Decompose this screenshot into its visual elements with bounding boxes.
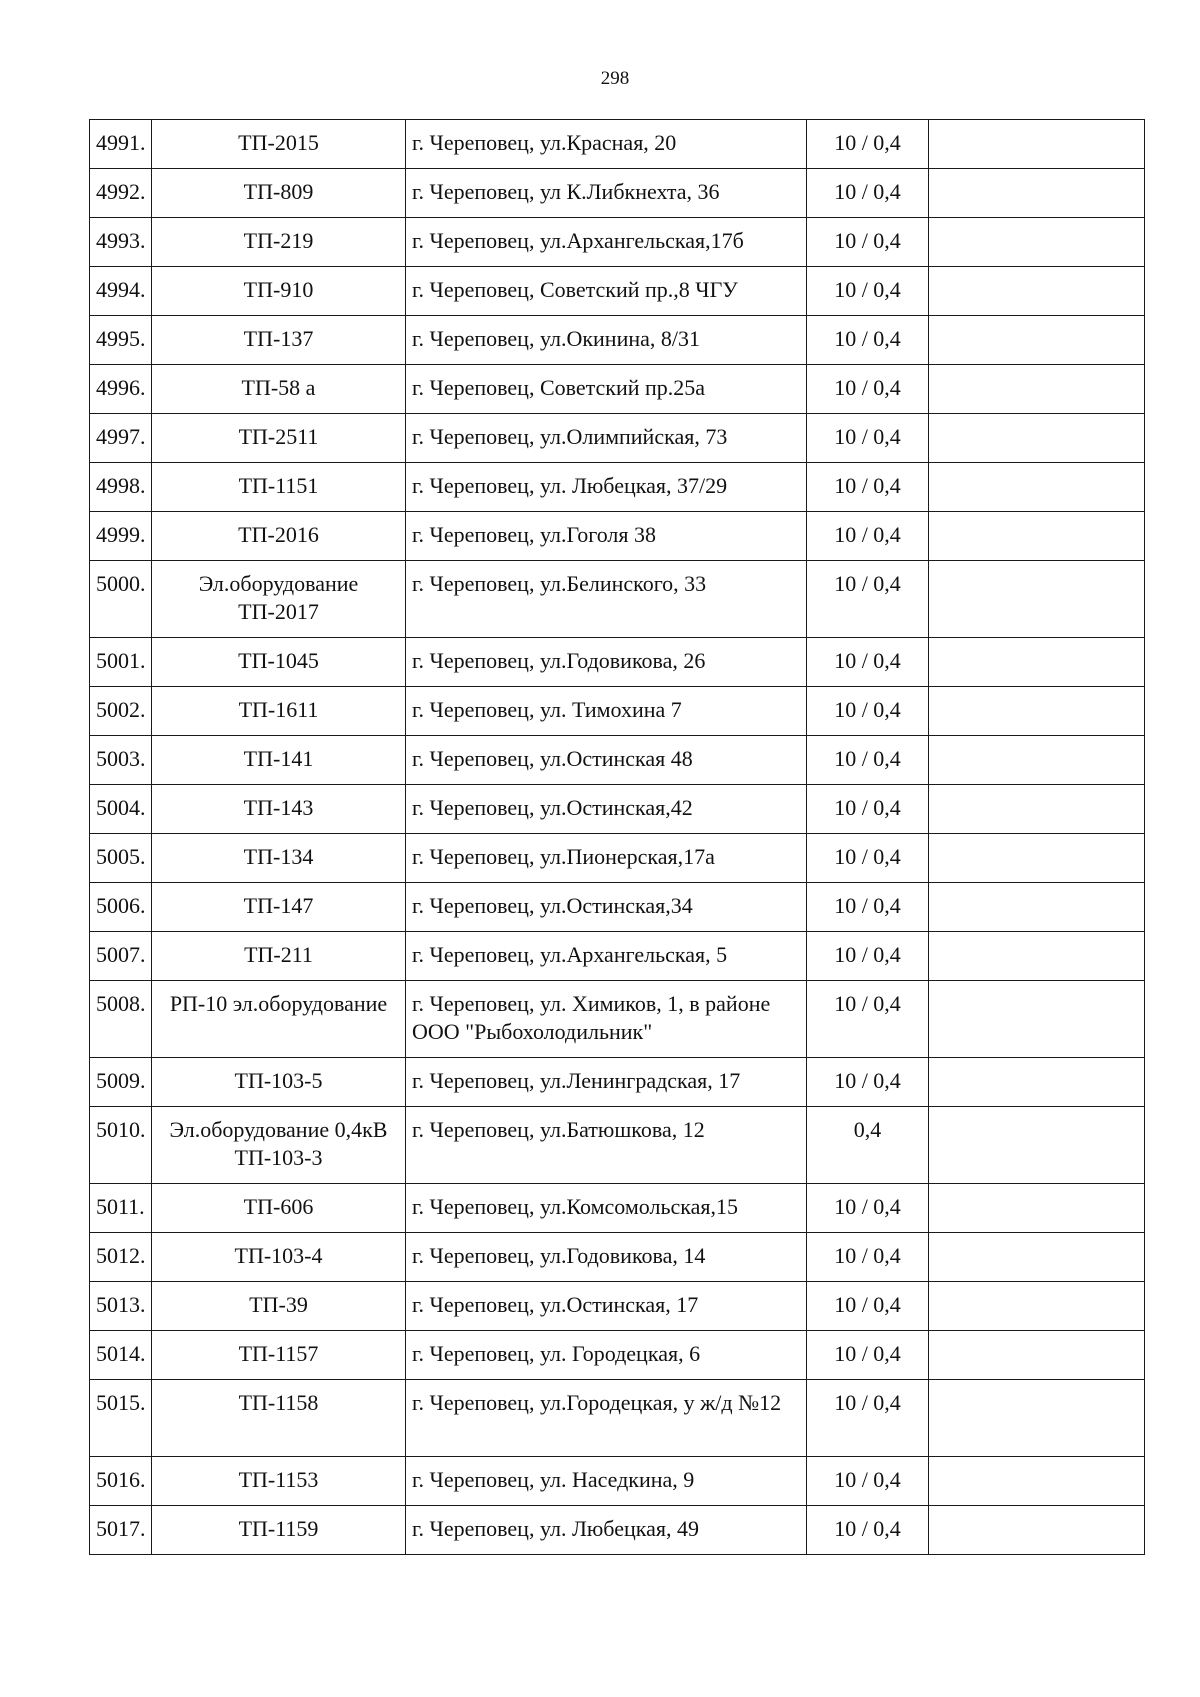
object-name-cell: ТП-134	[152, 834, 406, 883]
object-name-cell: ТП-1045	[152, 638, 406, 687]
address-cell: г. Череповец, ул.Гоголя 38	[406, 512, 807, 561]
row-number-cell: 4997.	[90, 414, 152, 463]
row-number-cell: 5000.	[90, 561, 152, 638]
table-row	[90, 169, 1145, 218]
note-cell	[929, 785, 1145, 834]
note-cell	[929, 267, 1145, 316]
page-number: 298	[600, 68, 630, 89]
note-cell	[929, 1233, 1145, 1282]
object-name-cell: ТП-1159	[152, 1506, 406, 1555]
address-cell: г. Череповец, ул. Тимохина 7	[406, 687, 807, 736]
voltage-cell: 10 / 0,4	[807, 638, 929, 687]
note-cell	[929, 218, 1145, 267]
voltage-cell: 10 / 0,4	[807, 932, 929, 981]
object-name-cell: ТП-143	[152, 785, 406, 834]
note-cell	[929, 120, 1145, 169]
note-cell	[929, 981, 1145, 1058]
row-number-cell: 4992.	[90, 169, 152, 218]
voltage-cell: 10 / 0,4	[807, 365, 929, 414]
note-cell	[929, 834, 1145, 883]
row-number-cell: 5003.	[90, 736, 152, 785]
voltage-cell: 10 / 0,4	[807, 218, 929, 267]
object-name-cell: ТП-219	[152, 218, 406, 267]
voltage-cell: 10 / 0,4	[807, 1184, 929, 1233]
table-row	[90, 1233, 1145, 1282]
row-number-cell: 4998.	[90, 463, 152, 512]
table-row	[90, 638, 1145, 687]
voltage-cell: 10 / 0,4	[807, 267, 929, 316]
address-cell: г. Череповец, ул.Остинская,34	[406, 883, 807, 932]
address-cell: г. Череповец, ул К.Либкнехта, 36	[406, 169, 807, 218]
table-row	[90, 736, 1145, 785]
object-name-cell: ТП-2015	[152, 120, 406, 169]
row-number-cell: 5014.	[90, 1331, 152, 1380]
row-number-cell: 5016.	[90, 1457, 152, 1506]
address-cell: г. Череповец, ул.Архангельская, 5	[406, 932, 807, 981]
voltage-cell: 10 / 0,4	[807, 1506, 929, 1555]
object-name-cell: ТП-606	[152, 1184, 406, 1233]
object-name-cell: ТП-1611	[152, 687, 406, 736]
address-cell: г. Череповец, ул.Городецкая, у ж/д №12	[406, 1380, 807, 1457]
row-number-cell: 4995.	[90, 316, 152, 365]
note-cell	[929, 169, 1145, 218]
object-name-cell: ТП-809	[152, 169, 406, 218]
note-cell	[929, 414, 1145, 463]
address-cell: г. Череповец, ул.Годовикова, 14	[406, 1233, 807, 1282]
note-cell	[929, 316, 1145, 365]
note-cell	[929, 932, 1145, 981]
address-cell: г. Череповец, ул. Любецкая, 49	[406, 1506, 807, 1555]
voltage-cell: 10 / 0,4	[807, 169, 929, 218]
object-name-cell: ТП-1151	[152, 463, 406, 512]
note-cell	[929, 365, 1145, 414]
row-number-cell: 4993.	[90, 218, 152, 267]
row-number-cell: 5015.	[90, 1380, 152, 1457]
table-row	[90, 785, 1145, 834]
object-name-cell: Эл.оборудование ТП-2017	[152, 561, 406, 638]
voltage-cell: 10 / 0,4	[807, 1331, 929, 1380]
address-cell: г. Череповец, Советский пр.25а	[406, 365, 807, 414]
row-number-cell: 5005.	[90, 834, 152, 883]
address-cell: г. Череповец, ул.Остинская, 17	[406, 1282, 807, 1331]
voltage-cell: 10 / 0,4	[807, 736, 929, 785]
row-number-cell: 5006.	[90, 883, 152, 932]
table-row	[90, 463, 1145, 512]
table-row	[90, 414, 1145, 463]
table-row	[90, 316, 1145, 365]
voltage-cell: 10 / 0,4	[807, 463, 929, 512]
table-row	[90, 687, 1145, 736]
object-name-cell: Эл.оборудование 0,4кВ ТП-103-3	[152, 1107, 406, 1184]
registry-table-body	[90, 120, 1145, 1555]
voltage-cell: 10 / 0,4	[807, 981, 929, 1058]
object-name-cell: ТП-39	[152, 1282, 406, 1331]
address-cell: г. Череповец, ул.Красная, 20	[406, 120, 807, 169]
voltage-cell: 10 / 0,4	[807, 1233, 929, 1282]
voltage-cell: 10 / 0,4	[807, 1058, 929, 1107]
object-name-cell: РП-10 эл.оборудование	[152, 981, 406, 1058]
row-number-cell: 5010.	[90, 1107, 152, 1184]
note-cell	[929, 687, 1145, 736]
object-name-cell: ТП-147	[152, 883, 406, 932]
table-row	[90, 365, 1145, 414]
note-cell	[929, 463, 1145, 512]
table-row	[90, 512, 1145, 561]
row-number-cell: 5009.	[90, 1058, 152, 1107]
object-name-cell: ТП-211	[152, 932, 406, 981]
row-number-cell: 5017.	[90, 1506, 152, 1555]
note-cell	[929, 883, 1145, 932]
voltage-cell: 10 / 0,4	[807, 883, 929, 932]
address-cell: г. Череповец, ул.Пионерская,17а	[406, 834, 807, 883]
table-row	[90, 1457, 1145, 1506]
object-name-cell: ТП-1153	[152, 1457, 406, 1506]
object-name-cell: ТП-103-4	[152, 1233, 406, 1282]
voltage-cell: 10 / 0,4	[807, 512, 929, 561]
registry-table	[89, 119, 1145, 1555]
address-cell: г. Череповец, Советский пр.,8 ЧГУ	[406, 267, 807, 316]
row-number-cell: 5012.	[90, 1233, 152, 1282]
object-name-cell: ТП-1158	[152, 1380, 406, 1457]
voltage-cell: 10 / 0,4	[807, 414, 929, 463]
address-cell: г. Череповец, ул.Белинского, 33	[406, 561, 807, 638]
object-name-cell: ТП-910	[152, 267, 406, 316]
object-name-cell: ТП-2016	[152, 512, 406, 561]
address-cell: г. Череповец, ул.Годовикова, 26	[406, 638, 807, 687]
voltage-cell: 10 / 0,4	[807, 687, 929, 736]
note-cell	[929, 1380, 1145, 1457]
object-name-cell: ТП-103-5	[152, 1058, 406, 1107]
table-row	[90, 1380, 1145, 1457]
note-cell	[929, 638, 1145, 687]
note-cell	[929, 1506, 1145, 1555]
row-number-cell: 4994.	[90, 267, 152, 316]
row-number-cell: 5002.	[90, 687, 152, 736]
table-row	[90, 834, 1145, 883]
voltage-cell: 10 / 0,4	[807, 1457, 929, 1506]
voltage-cell: 10 / 0,4	[807, 316, 929, 365]
row-number-cell: 5011.	[90, 1184, 152, 1233]
table-row	[90, 981, 1145, 1058]
row-number-cell: 4991.	[90, 120, 152, 169]
address-cell: г. Череповец, ул.Комсомольская,15	[406, 1184, 807, 1233]
address-cell: г. Череповец, ул.Остинская,42	[406, 785, 807, 834]
table-row	[90, 883, 1145, 932]
object-name-cell: ТП-58 а	[152, 365, 406, 414]
address-cell: г. Череповец, ул. Химиков, 1, в районе ООО "Рыбохолодильник"	[406, 981, 807, 1058]
address-cell: г. Череповец, ул.Остинская 48	[406, 736, 807, 785]
row-number-cell: 5013.	[90, 1282, 152, 1331]
row-number-cell: 4999.	[90, 512, 152, 561]
note-cell	[929, 736, 1145, 785]
table-row	[90, 1184, 1145, 1233]
address-cell: г. Череповец, ул.Батюшкова, 12	[406, 1107, 807, 1184]
object-name-cell: ТП-2511	[152, 414, 406, 463]
voltage-cell: 10 / 0,4	[807, 1282, 929, 1331]
address-cell: г. Череповец, ул. Любецкая, 37/29	[406, 463, 807, 512]
row-number-cell: 5007.	[90, 932, 152, 981]
voltage-cell: 10 / 0,4	[807, 785, 929, 834]
address-cell: г. Череповец, ул.Олимпийская, 73	[406, 414, 807, 463]
voltage-cell: 10 / 0,4	[807, 834, 929, 883]
address-cell: г. Череповец, ул.Ленинградская, 17	[406, 1058, 807, 1107]
voltage-cell: 10 / 0,4	[807, 1380, 929, 1457]
row-number-cell: 5001.	[90, 638, 152, 687]
table-row	[90, 1331, 1145, 1380]
table-row	[90, 1058, 1145, 1107]
voltage-cell: 10 / 0,4	[807, 120, 929, 169]
object-name-cell: ТП-1157	[152, 1331, 406, 1380]
table-row	[90, 561, 1145, 638]
table-row	[90, 218, 1145, 267]
note-cell	[929, 1058, 1145, 1107]
table-row	[90, 1282, 1145, 1331]
object-name-cell: ТП-137	[152, 316, 406, 365]
table-row	[90, 932, 1145, 981]
note-cell	[929, 1457, 1145, 1506]
object-name-cell: ТП-141	[152, 736, 406, 785]
row-number-cell: 5004.	[90, 785, 152, 834]
note-cell	[929, 1107, 1145, 1184]
table-row	[90, 1506, 1145, 1555]
address-cell: г. Череповец, ул.Архангельская,17б	[406, 218, 807, 267]
voltage-cell: 0,4	[807, 1107, 929, 1184]
voltage-cell: 10 / 0,4	[807, 561, 929, 638]
table-row	[90, 120, 1145, 169]
address-cell: г. Череповец, ул. Наседкина, 9	[406, 1457, 807, 1506]
row-number-cell: 5008.	[90, 981, 152, 1058]
note-cell	[929, 512, 1145, 561]
note-cell	[929, 561, 1145, 638]
row-number-cell: 4996.	[90, 365, 152, 414]
table-row	[90, 1107, 1145, 1184]
note-cell	[929, 1331, 1145, 1380]
address-cell: г. Череповец, ул. Городецкая, 6	[406, 1331, 807, 1380]
note-cell	[929, 1184, 1145, 1233]
note-cell	[929, 1282, 1145, 1331]
table-row	[90, 267, 1145, 316]
address-cell: г. Череповец, ул.Окинина, 8/31	[406, 316, 807, 365]
